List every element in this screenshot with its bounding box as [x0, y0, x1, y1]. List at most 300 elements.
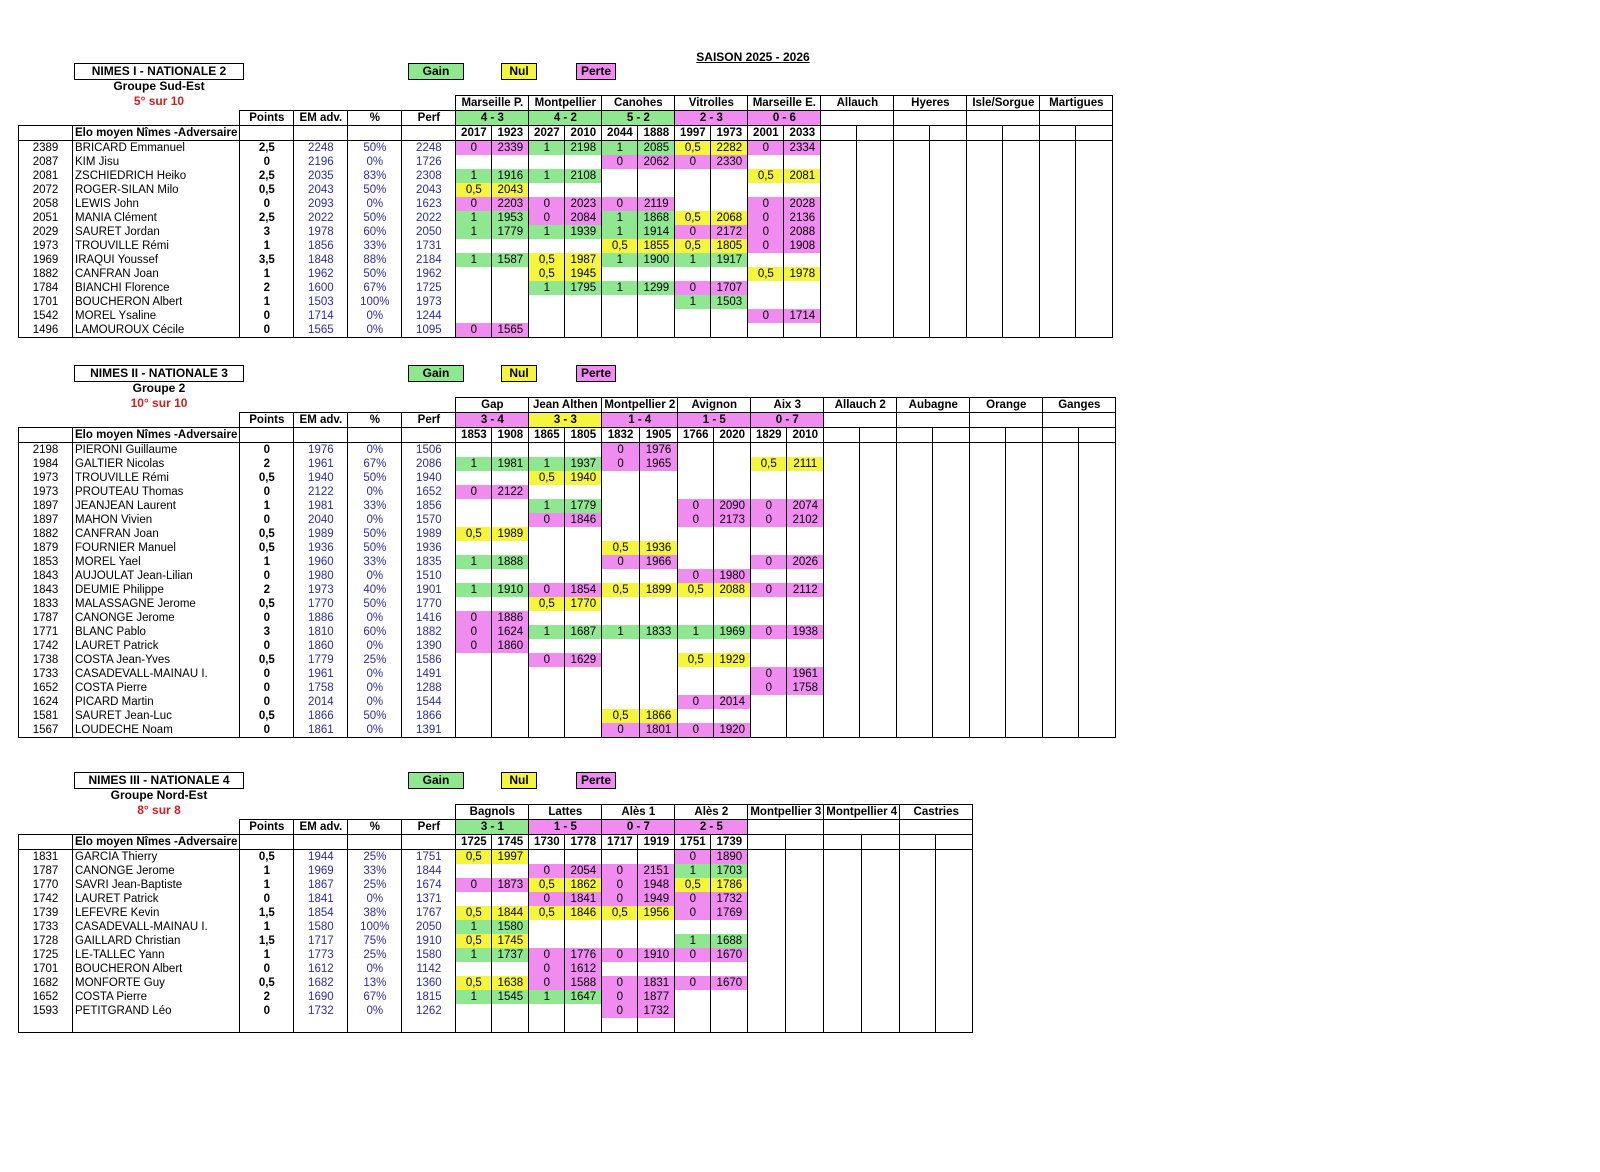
opponent-elo: [565, 485, 602, 499]
club-name: Marseille E.: [748, 96, 821, 111]
opponent-elo: 1890: [711, 850, 748, 865]
game-result: [1043, 541, 1079, 555]
game-result: [894, 281, 930, 295]
opponent-elo: [639, 597, 678, 611]
player-row: [19, 639, 1116, 653]
opponent-elo: 1846: [565, 513, 602, 527]
game-result: 1: [456, 555, 492, 569]
player-percent: 0%: [348, 681, 402, 695]
player-elo: 1496: [19, 323, 73, 338]
opponent-elo: [857, 141, 894, 156]
game-result: [602, 309, 638, 323]
player-perf: 1844: [402, 864, 456, 878]
player-percent: 0%: [348, 639, 402, 653]
opponent-elo: [785, 1004, 824, 1018]
opponent-elo: [1006, 611, 1043, 625]
opponent-elo: 1795: [565, 281, 602, 295]
opponent-elo: [565, 555, 602, 569]
player-points: 2: [240, 990, 294, 1004]
opponent-elo: [714, 457, 751, 471]
opponent-average-elo: 1923: [492, 126, 529, 141]
opponent-elo: [857, 197, 894, 211]
opponent-elo: [860, 555, 897, 569]
opponent-elo: [565, 1018, 602, 1033]
opponent-average-elo: [857, 126, 894, 141]
opponent-elo: 1866: [639, 709, 678, 723]
opponent-elo: [565, 183, 602, 197]
legend-perte: Perte: [576, 365, 616, 382]
opponent-elo: 1833: [639, 625, 678, 639]
player-em-adv: 2035: [294, 169, 348, 183]
player-name: TROUVILLE Rémi: [73, 471, 240, 485]
legend-gain: Gain: [408, 63, 464, 80]
opponent-elo: [492, 695, 529, 709]
player-name: SAURET Jordan: [73, 225, 240, 239]
game-result: 0,5: [675, 211, 711, 225]
player-elo: 2389: [19, 141, 73, 156]
opponent-elo: [1076, 281, 1113, 295]
player-points: 3,5: [240, 253, 294, 267]
opponent-elo: [492, 962, 529, 976]
game-result: [821, 197, 857, 211]
player-row: [19, 485, 1116, 499]
game-result: 0: [602, 555, 639, 569]
game-result: [967, 211, 1003, 225]
game-result: [675, 962, 711, 976]
ranking-text: 10° sur 10: [130, 396, 188, 410]
game-result: [821, 267, 857, 281]
game-result: [894, 309, 930, 323]
opponent-elo: 1688: [711, 934, 748, 948]
player-perf: 1815: [402, 990, 456, 1004]
opponent-elo: [565, 709, 602, 723]
opponent-elo: [1003, 309, 1040, 323]
header-spacer: [19, 805, 456, 820]
opponent-elo: [1006, 443, 1043, 458]
club-name: Allauch: [821, 96, 894, 111]
elo-header-row: [19, 428, 1116, 443]
opponent-elo: [1079, 667, 1116, 681]
game-result: [894, 267, 930, 281]
opponent-elo: 1745: [492, 934, 529, 948]
game-result: [897, 457, 933, 471]
player-percent: 50%: [348, 471, 402, 485]
opponent-elo: [1003, 253, 1040, 267]
game-result: [970, 527, 1006, 541]
opponent-elo: [1079, 681, 1116, 695]
opponent-elo: [1003, 323, 1040, 338]
player-elo: 1853: [19, 555, 73, 569]
game-result: [824, 583, 860, 597]
game-result: 1: [675, 253, 711, 267]
club-name: Martigues: [1040, 96, 1113, 111]
opponent-elo: [639, 569, 678, 583]
club-name: Castries: [900, 805, 973, 820]
player-row: [19, 457, 1116, 471]
match-score: [748, 820, 824, 835]
opponent-elo: [1079, 513, 1116, 527]
opponent-elo: [711, 1004, 748, 1018]
header-spacer: [19, 820, 240, 835]
game-result: [751, 485, 787, 499]
opponent-elo: 1862: [565, 878, 602, 892]
game-result: [1040, 169, 1076, 183]
player-elo: 1882: [19, 527, 73, 541]
opponent-elo: 2122: [492, 485, 529, 499]
player-perf: 1390: [402, 639, 456, 653]
game-result: [967, 239, 1003, 253]
player-row: [19, 709, 1116, 723]
game-result: [824, 892, 861, 906]
player-percent: 50%: [348, 211, 402, 225]
game-result: [456, 513, 492, 527]
game-result: [821, 253, 857, 267]
game-result: [821, 155, 857, 169]
player-name: ROGER-SILAN Milo: [73, 183, 240, 197]
player-row: [19, 541, 1116, 555]
player-points: [240, 1018, 294, 1033]
header-spacer: [19, 413, 240, 428]
player-name: MOREL Yael: [73, 555, 240, 569]
player-percent: 0%: [348, 155, 402, 169]
opponent-elo: [933, 443, 970, 458]
opponent-average-elo: 2020: [714, 428, 751, 443]
player-name: CANONGE Jerome: [73, 864, 240, 878]
opponent-elo: 1976: [639, 443, 678, 458]
opponent-elo: [492, 709, 529, 723]
game-result: [970, 485, 1006, 499]
opponent-elo: [492, 471, 529, 485]
team-average-elo: 1751: [675, 835, 711, 850]
player-em-adv: 1841: [294, 892, 348, 906]
opponent-elo: [785, 864, 824, 878]
game-result: [824, 499, 860, 513]
opponent-elo: [714, 639, 751, 653]
game-result: 0,5: [675, 141, 711, 156]
match-score: 3 - 3: [529, 413, 602, 428]
opponent-elo: [639, 499, 678, 513]
opponent-elo: 1776: [565, 948, 602, 962]
opponent-elo: [787, 569, 824, 583]
game-result: 0: [456, 611, 492, 625]
player-points: 2: [240, 281, 294, 295]
game-result: [894, 155, 930, 169]
team-average-elo: 1730: [529, 835, 565, 850]
game-result: 0: [529, 892, 565, 906]
player-elo: 1742: [19, 892, 73, 906]
opponent-elo: 2119: [638, 197, 675, 211]
opponent-elo: 2014: [714, 695, 751, 709]
opponent-average-elo: [933, 428, 970, 443]
opponent-elo: [714, 485, 751, 499]
game-result: [456, 681, 492, 695]
club-name: Canohes: [602, 96, 675, 111]
game-result: [675, 990, 711, 1004]
opponent-elo: [860, 499, 897, 513]
player-em-adv: 1860: [294, 639, 348, 653]
player-elo: 1784: [19, 281, 73, 295]
game-result: [824, 625, 860, 639]
opponent-elo: [492, 309, 529, 323]
game-result: 1: [529, 499, 565, 513]
game-result: 0,5: [456, 934, 492, 948]
game-result: 1: [529, 457, 565, 471]
opponent-elo: 1855: [638, 239, 675, 253]
ranking-text: 8° sur 8: [137, 803, 181, 817]
game-result: 1: [529, 169, 565, 183]
opponent-elo: [565, 920, 602, 934]
game-result: [456, 155, 492, 169]
game-result: [894, 169, 930, 183]
team-average-elo: [894, 126, 930, 141]
player-points: 1: [240, 499, 294, 513]
game-result: [529, 527, 565, 541]
game-result: 0,5: [529, 253, 565, 267]
player-perf: [402, 1018, 456, 1033]
opponent-elo: [785, 892, 824, 906]
header-spacer: [402, 126, 456, 141]
opponent-elo: [565, 155, 602, 169]
opponent-elo: 1908: [784, 239, 821, 253]
opponent-elo: [787, 541, 824, 555]
game-result: [748, 990, 785, 1004]
player-percent: 13%: [348, 976, 402, 990]
player-elo: 1652: [19, 681, 73, 695]
player-elo: 2198: [19, 443, 73, 458]
player-perf: 1731: [402, 239, 456, 253]
player-perf: 2050: [402, 920, 456, 934]
player-points: 1,5: [240, 906, 294, 920]
opponent-elo: 1900: [638, 253, 675, 267]
player-points: 1: [240, 267, 294, 281]
game-result: 0: [748, 239, 784, 253]
game-result: 0: [675, 906, 711, 920]
game-result: [824, 681, 860, 695]
game-result: 0: [456, 625, 492, 639]
opponent-elo: [787, 723, 824, 738]
opponent-elo: [785, 1018, 824, 1033]
game-result: [602, 513, 639, 527]
player-percent: 25%: [348, 653, 402, 667]
game-result: [1043, 723, 1079, 738]
opponent-elo: [936, 892, 973, 906]
player-row: [19, 323, 1113, 338]
opponent-elo: [492, 239, 529, 253]
team-average-elo: [748, 835, 785, 850]
player-row: [19, 864, 973, 878]
player-name: GARCIA Thierry: [73, 850, 240, 865]
opponent-elo: [860, 639, 897, 653]
game-result: [1040, 155, 1076, 169]
game-result: 0,5: [678, 583, 714, 597]
opponent-elo: [860, 485, 897, 499]
player-elo: 1973: [19, 471, 73, 485]
opponent-elo: [565, 681, 602, 695]
game-result: [602, 695, 639, 709]
opponent-elo: [492, 597, 529, 611]
team-title: NIMES II - NATIONALE 3: [74, 365, 244, 382]
player-elo: 1771: [19, 625, 73, 639]
opponent-elo: [936, 934, 973, 948]
player-perf: 2308: [402, 169, 456, 183]
game-result: 1: [456, 583, 492, 597]
player-perf: 1506: [402, 443, 456, 458]
opponent-elo: 2068: [711, 211, 748, 225]
player-em-adv: 1714: [294, 309, 348, 323]
game-result: [1043, 485, 1079, 499]
opponent-elo: 2023: [565, 197, 602, 211]
player-name: SAURET Jean-Luc: [73, 709, 240, 723]
legend-perte: Perte: [576, 772, 616, 789]
player-row: [19, 281, 1113, 295]
opponent-elo: [861, 976, 900, 990]
player-percent: 0%: [348, 485, 402, 499]
opponent-elo: [492, 681, 529, 695]
player-name: CASADEVALL-MAINAU I.: [73, 667, 240, 681]
game-result: [678, 485, 714, 499]
game-result: [900, 906, 936, 920]
opponent-elo: [565, 323, 602, 338]
game-result: [970, 555, 1006, 569]
match-score: [897, 413, 970, 428]
opponent-elo: 2085: [638, 141, 675, 156]
game-result: [456, 281, 492, 295]
player-points: 0: [240, 667, 294, 681]
player-points: 0,5: [240, 976, 294, 990]
player-name: COSTA Jean-Yves: [73, 653, 240, 667]
game-result: [1040, 267, 1076, 281]
game-result: 1: [456, 211, 492, 225]
game-result: [751, 723, 787, 738]
points-header: Points: [240, 413, 294, 428]
game-result: [897, 611, 933, 625]
game-result: [1043, 583, 1079, 597]
opponent-elo: [1003, 169, 1040, 183]
player-points: 1: [240, 295, 294, 309]
game-result: [675, 323, 711, 338]
game-result: 0: [602, 1004, 638, 1018]
player-name: ZSCHIEDRICH Heiko: [73, 169, 240, 183]
opponent-elo: [1003, 239, 1040, 253]
pct-header: %: [348, 820, 402, 835]
game-result: [1040, 295, 1076, 309]
game-result: [897, 499, 933, 513]
opponent-elo: [638, 309, 675, 323]
player-perf: 1510: [402, 569, 456, 583]
player-row: [19, 962, 973, 976]
game-result: [751, 527, 787, 541]
game-result: [602, 934, 638, 948]
game-result: [970, 597, 1006, 611]
game-result: [529, 934, 565, 948]
player-em-adv: 2022: [294, 211, 348, 225]
game-result: 0: [602, 457, 639, 471]
player-percent: 83%: [348, 169, 402, 183]
game-result: [456, 864, 492, 878]
opponent-elo: [711, 267, 748, 281]
opponent-elo: 2043: [492, 183, 529, 197]
game-result: [897, 555, 933, 569]
game-result: [675, 183, 711, 197]
opponent-elo: [860, 723, 897, 738]
opponent-elo: [860, 457, 897, 471]
game-result: [967, 141, 1003, 156]
game-result: [824, 906, 861, 920]
player-perf: 1570: [402, 513, 456, 527]
opponent-elo: 1868: [638, 211, 675, 225]
player-percent: 40%: [348, 583, 402, 597]
player-elo: 1831: [19, 850, 73, 865]
game-result: [824, 611, 860, 625]
player-name: LEFEVRE Kevin: [73, 906, 240, 920]
game-result: [678, 667, 714, 681]
game-result: [751, 597, 787, 611]
opponent-elo: [714, 555, 751, 569]
player-points: 0,5: [240, 597, 294, 611]
player-name: MONFORTE Guy: [73, 976, 240, 990]
group-name: Groupe 2: [132, 381, 186, 395]
opponent-elo: [711, 323, 748, 338]
opponent-elo: 1805: [711, 239, 748, 253]
player-row: [19, 183, 1113, 197]
club-name: Jean Althen: [529, 398, 602, 413]
opponent-elo: 1910: [492, 583, 529, 597]
player-perf: 1544: [402, 695, 456, 709]
player-elo: 1733: [19, 920, 73, 934]
game-result: 0: [748, 309, 784, 323]
player-elo: 1742: [19, 639, 73, 653]
player-perf: 1623: [402, 197, 456, 211]
match-score: 3 - 1: [456, 820, 529, 835]
team-average-elo: [824, 428, 860, 443]
player-em-adv: 1770: [294, 597, 348, 611]
opponent-elo: [565, 309, 602, 323]
player-name: DEUMIE Philippe: [73, 583, 240, 597]
game-result: [456, 1004, 492, 1018]
player-em-adv: 1944: [294, 850, 348, 865]
opponent-elo: 1945: [565, 267, 602, 281]
game-result: 0: [675, 281, 711, 295]
game-result: 0: [529, 976, 565, 990]
game-result: [529, 443, 565, 458]
game-result: [894, 211, 930, 225]
game-result: [894, 183, 930, 197]
player-points: 0: [240, 485, 294, 499]
opponent-elo: 1670: [711, 976, 748, 990]
game-result: 0: [751, 583, 787, 597]
opponent-elo: [1076, 323, 1113, 338]
player-percent: 50%: [348, 527, 402, 541]
header-spacer: [402, 835, 456, 850]
player-perf: 1835: [402, 555, 456, 569]
opponent-elo: [1079, 499, 1116, 513]
player-perf: 2248: [402, 141, 456, 156]
game-result: 0,5: [456, 976, 492, 990]
game-result: [824, 695, 860, 709]
game-result: 0,5: [529, 906, 565, 920]
opponent-elo: [1079, 611, 1116, 625]
game-result: 0: [751, 681, 787, 695]
club-name: Bagnols: [456, 805, 529, 820]
player-em-adv: 1732: [294, 1004, 348, 1018]
game-result: [748, 906, 785, 920]
opponent-elo: [639, 667, 678, 681]
game-result: [824, 948, 861, 962]
player-points: 0: [240, 155, 294, 169]
player-em-adv: 1717: [294, 934, 348, 948]
game-result: [897, 527, 933, 541]
player-name: CASADEVALL-MAINAU I.: [73, 920, 240, 934]
